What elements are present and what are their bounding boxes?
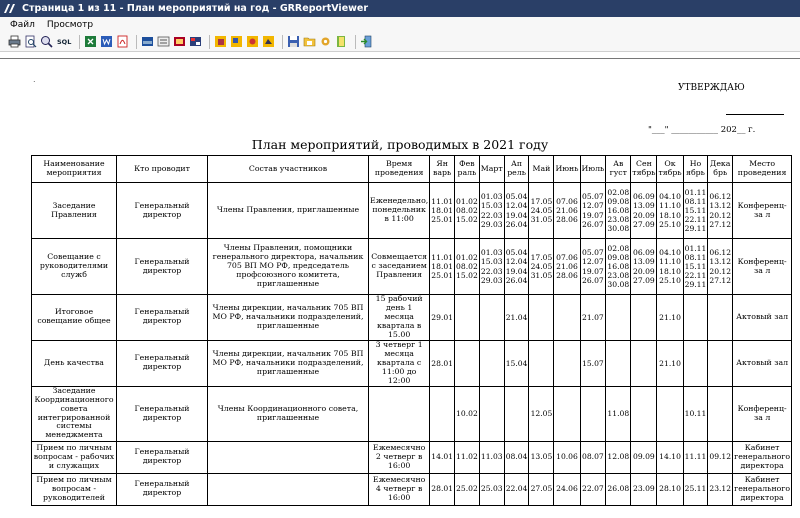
text-icon[interactable]	[157, 35, 170, 48]
table-cell: Прием по личным вопросам - рабочих и служащих	[32, 441, 117, 473]
table-cell	[455, 295, 480, 341]
table-cell: 06.12 13.12 20.12 27.12	[708, 183, 733, 239]
table-cell	[504, 386, 529, 441]
table-cell: 11.01 18.01 25.01	[430, 183, 455, 239]
table-cell: 07.06 21.06 28.06	[554, 183, 580, 239]
table-cell: Конференц-за л	[733, 239, 792, 295]
table-cell: Прием по личным вопросам - руководителей	[32, 473, 117, 505]
menu-file[interactable]: Файл	[10, 19, 35, 30]
table-cell	[631, 386, 657, 441]
table-cell: 23.09	[631, 473, 657, 505]
table-icon[interactable]	[189, 35, 202, 48]
table-cell: 11.11	[683, 441, 708, 473]
table-cell	[683, 340, 708, 386]
export-icon[interactable]	[246, 35, 259, 48]
column-header: Май	[529, 156, 554, 183]
table-cell	[208, 441, 369, 473]
column-header: Ок тябрь	[657, 156, 683, 183]
window-titlebar	[0, 0, 800, 17]
table-cell: 25.03	[479, 473, 504, 505]
table-cell	[529, 340, 554, 386]
table-cell: 10.06	[554, 441, 580, 473]
table-cell: 01.02 08.02 15.02	[455, 183, 480, 239]
table-cell: 17.05 24.05 31.05	[529, 183, 554, 239]
table-cell: 27.05	[529, 473, 554, 505]
table-cell: Конференц-за л	[733, 386, 792, 441]
header-row	[32, 156, 792, 183]
table-cell: Совещание с руководителями служб	[32, 239, 117, 295]
table-cell: 07.06 21.06 28.06	[554, 239, 580, 295]
table-cell: Генеральный директор	[117, 386, 208, 441]
document-title: План мероприятий, проводимых в 2021 году	[251, 137, 549, 152]
menu-view[interactable]: Просмотр	[46, 19, 94, 30]
report-page	[0, 53, 800, 518]
table-cell: Ежемесячно 2 четверг в 16:00	[369, 441, 430, 473]
table-cell	[708, 295, 733, 341]
table-cell	[606, 340, 631, 386]
table-cell	[369, 386, 430, 441]
table-cell	[554, 295, 580, 341]
table-cell: 02.08 09.08 16.08 23.08 30.08	[606, 239, 631, 295]
column-header: Ап рель	[504, 156, 529, 183]
table-cell: 04.10 11.10 18.10 25.10	[657, 183, 683, 239]
table-cell	[479, 340, 504, 386]
table-cell: 29.01	[430, 295, 455, 341]
sql-button[interactable]: SQL	[57, 37, 72, 46]
table-cell: 22.07	[580, 473, 606, 505]
table-cell: 10.11	[683, 386, 708, 441]
table-cell: 23.12	[708, 473, 733, 505]
column-header: Март	[479, 156, 504, 183]
table-cell	[631, 295, 657, 341]
table-cell: 11.01 18.01 25.01	[430, 239, 455, 295]
table-cell: 05.04 12.04 19.04 26.04	[504, 183, 529, 239]
table-cell	[708, 386, 733, 441]
page-edge	[0, 58, 800, 59]
table-cell	[580, 386, 606, 441]
table-cell: Члены Координационного совета, приглашенные	[208, 386, 369, 441]
table-cell: Члены дирекции, начальник 705 ВП МО РФ, начальники подразделений, приглашенные	[208, 295, 369, 341]
pdf-icon[interactable]	[116, 35, 129, 48]
table-cell	[455, 340, 480, 386]
table-cell	[631, 340, 657, 386]
preview-icon[interactable]	[24, 35, 37, 48]
settings-icon[interactable]	[319, 35, 332, 48]
table-cell: 3 четверг 1 месяца квартала с 11:00 до 12:00	[369, 340, 430, 386]
table-cell: 28.01	[430, 473, 455, 505]
table-cell: 14.10	[657, 441, 683, 473]
column-header: Наименование мероприятия	[32, 156, 117, 183]
table-cell: Генеральный директор	[117, 295, 208, 341]
table-cell: 15.04	[504, 340, 529, 386]
column-header: Но ябрь	[683, 156, 708, 183]
table-cell	[683, 295, 708, 341]
column-header: Июнь	[554, 156, 580, 183]
image-icon[interactable]	[173, 35, 186, 48]
export-icon[interactable]	[262, 35, 275, 48]
table-cell: 11.03	[479, 441, 504, 473]
column-header: Сен тябрь	[631, 156, 657, 183]
table-cell: 01.03 15.03 22.03 29.03	[479, 239, 504, 295]
column-header: Время проведения	[369, 156, 430, 183]
table-cell: 06.09 13.09 20.09 27.09	[631, 183, 657, 239]
table-cell	[554, 340, 580, 386]
table-cell: 06.12 13.12 20.12 27.12	[708, 239, 733, 295]
open-icon[interactable]	[303, 35, 316, 48]
table-cell: 13.05	[529, 441, 554, 473]
table-row	[32, 295, 792, 341]
table-cell: 08.07	[580, 441, 606, 473]
save-icon[interactable]	[287, 35, 300, 48]
window-title: Страница 1 из 11 - План мероприятий на год - GRReportViewer	[22, 3, 369, 14]
table-cell: 01.02 08.02 15.02	[455, 239, 480, 295]
table-cell: 12.05	[529, 386, 554, 441]
table-cell: 17.05 24.05 31.05	[529, 239, 554, 295]
toolbar-separator	[79, 35, 80, 49]
table-cell: 06.09 13.09 20.09 27.09	[631, 239, 657, 295]
approve-label: УТВЕРЖДАЮ	[678, 83, 745, 93]
toolbar-separator	[282, 35, 283, 49]
column-header: Дека брь	[708, 156, 733, 183]
table-cell	[554, 386, 580, 441]
table-cell: 01.11 08.11 15.11 22.11 29.11	[683, 239, 708, 295]
exit-icon[interactable]	[360, 35, 373, 48]
table-cell: 21.10	[657, 340, 683, 386]
table-cell: Кабинет генерального директора	[733, 441, 792, 473]
table-cell: Итоговое совещание общее	[32, 295, 117, 341]
table-cell: 15.07	[580, 340, 606, 386]
table-cell: Актовый зал	[733, 340, 792, 386]
table-cell: Совмещается с заседанием Правления	[369, 239, 430, 295]
table-cell: Члены дирекции, начальник 705 ВП МО РФ, начальники подразделений, приглашенные	[208, 340, 369, 386]
table-cell: 10.02	[455, 386, 480, 441]
table-cell: День качества	[32, 340, 117, 386]
table-cell: Заседание Правления	[32, 183, 117, 239]
table-cell: 25.02	[455, 473, 480, 505]
table-cell: 28.01	[430, 340, 455, 386]
table-cell: Кабинет генерального директора	[733, 473, 792, 505]
table-cell	[657, 386, 683, 441]
approve-date-line: "___" ___________ 202__ г.	[648, 125, 756, 135]
table-cell: Генеральный директор	[117, 473, 208, 505]
toolbar-separator	[355, 35, 356, 49]
table-cell: Генеральный директор	[117, 239, 208, 295]
word-icon[interactable]	[100, 35, 113, 48]
export-icon[interactable]	[230, 35, 243, 48]
signature-line	[726, 114, 784, 115]
table-cell: 26.08	[606, 473, 631, 505]
table-cell	[708, 340, 733, 386]
table-cell	[606, 295, 631, 341]
table-row	[32, 183, 792, 239]
column-header: Июль	[580, 156, 606, 183]
table-cell	[479, 295, 504, 341]
table-cell: Ежемесячно 4 четверг в 16:00	[369, 473, 430, 505]
column-header: Фев раль	[455, 156, 480, 183]
table-cell: 21.04	[504, 295, 529, 341]
table-cell: 12.08	[606, 441, 631, 473]
table-cell: 11.08	[606, 386, 631, 441]
table-cell: 05.07 12.07 19.07 26.07	[580, 183, 606, 239]
table-cell: 01.03 15.03 22.03 29.03	[479, 183, 504, 239]
table-cell: Заседание Координационного совета интегрированной системы менеджмента	[32, 386, 117, 441]
table-body	[32, 183, 792, 506]
table-cell: 14.01	[430, 441, 455, 473]
zoom-icon[interactable]	[40, 35, 53, 48]
table-cell: Генеральный директор	[117, 441, 208, 473]
table-cell: Генеральный директор	[117, 183, 208, 239]
toolbar-separator	[209, 35, 210, 49]
menubar	[0, 17, 800, 32]
column-header: Состав участников	[208, 156, 369, 183]
table-cell: Еженедельно, понедельник в 11:00	[369, 183, 430, 239]
table-cell	[430, 386, 455, 441]
toolbar	[0, 32, 800, 52]
table-cell	[529, 295, 554, 341]
table-cell: 08.04	[504, 441, 529, 473]
table-cell: 24.06	[554, 473, 580, 505]
table-cell: 05.04 12.04 19.04 26.04	[504, 239, 529, 295]
table-cell: 21.07	[580, 295, 606, 341]
table-cell: Члены Правления, приглашенные	[208, 183, 369, 239]
column-header: Ав густ	[606, 156, 631, 183]
table-cell: 22.04	[504, 473, 529, 505]
events-table	[31, 155, 792, 506]
table-cell: 28.10	[657, 473, 683, 505]
app-logo-icon	[3, 2, 16, 15]
table-header	[32, 156, 792, 183]
table-cell: 21.10	[657, 295, 683, 341]
table-cell: 09.12	[708, 441, 733, 473]
table-row	[32, 340, 792, 386]
table-cell: 09.09	[631, 441, 657, 473]
table-cell	[479, 386, 504, 441]
column-header: Кто проводит	[117, 156, 208, 183]
table-cell	[208, 473, 369, 505]
table-row	[32, 386, 792, 441]
table-cell: 11.02	[455, 441, 480, 473]
table-cell: Конференц-за л	[733, 183, 792, 239]
table-row	[32, 441, 792, 473]
table-cell: Актовый зал	[733, 295, 792, 341]
table-cell: 15 рабочий день 1 месяца квартала в 15.00	[369, 295, 430, 341]
table-cell: 25.11	[683, 473, 708, 505]
stray-mark: .	[33, 75, 36, 84]
table-cell: Генеральный директор	[117, 340, 208, 386]
table-cell: 04.10 11.10 18.10 25.10	[657, 239, 683, 295]
export-icon[interactable]	[214, 35, 227, 48]
excel-icon[interactable]	[84, 35, 97, 48]
column-header: Ян варь	[430, 156, 455, 183]
table-row	[32, 239, 792, 295]
print-icon[interactable]	[8, 35, 21, 48]
toolbar-separator	[136, 35, 137, 49]
table-cell: 01.11 08.11 15.11 22.11 29.11	[683, 183, 708, 239]
table-row	[32, 473, 792, 505]
column-header: Место проведения	[733, 156, 792, 183]
table-cell: 05.07 12.07 19.07 26.07	[580, 239, 606, 295]
tile-icon[interactable]	[141, 35, 154, 48]
table-cell: 02.08 09.08 16.08 23.08 30.08	[606, 183, 631, 239]
book-icon[interactable]	[335, 35, 348, 48]
table-cell: Члены Правления, помощники генерального директора, начальник 705 ВП МО РФ, председатель профсоюзного комитета, приглашенные	[208, 239, 369, 295]
